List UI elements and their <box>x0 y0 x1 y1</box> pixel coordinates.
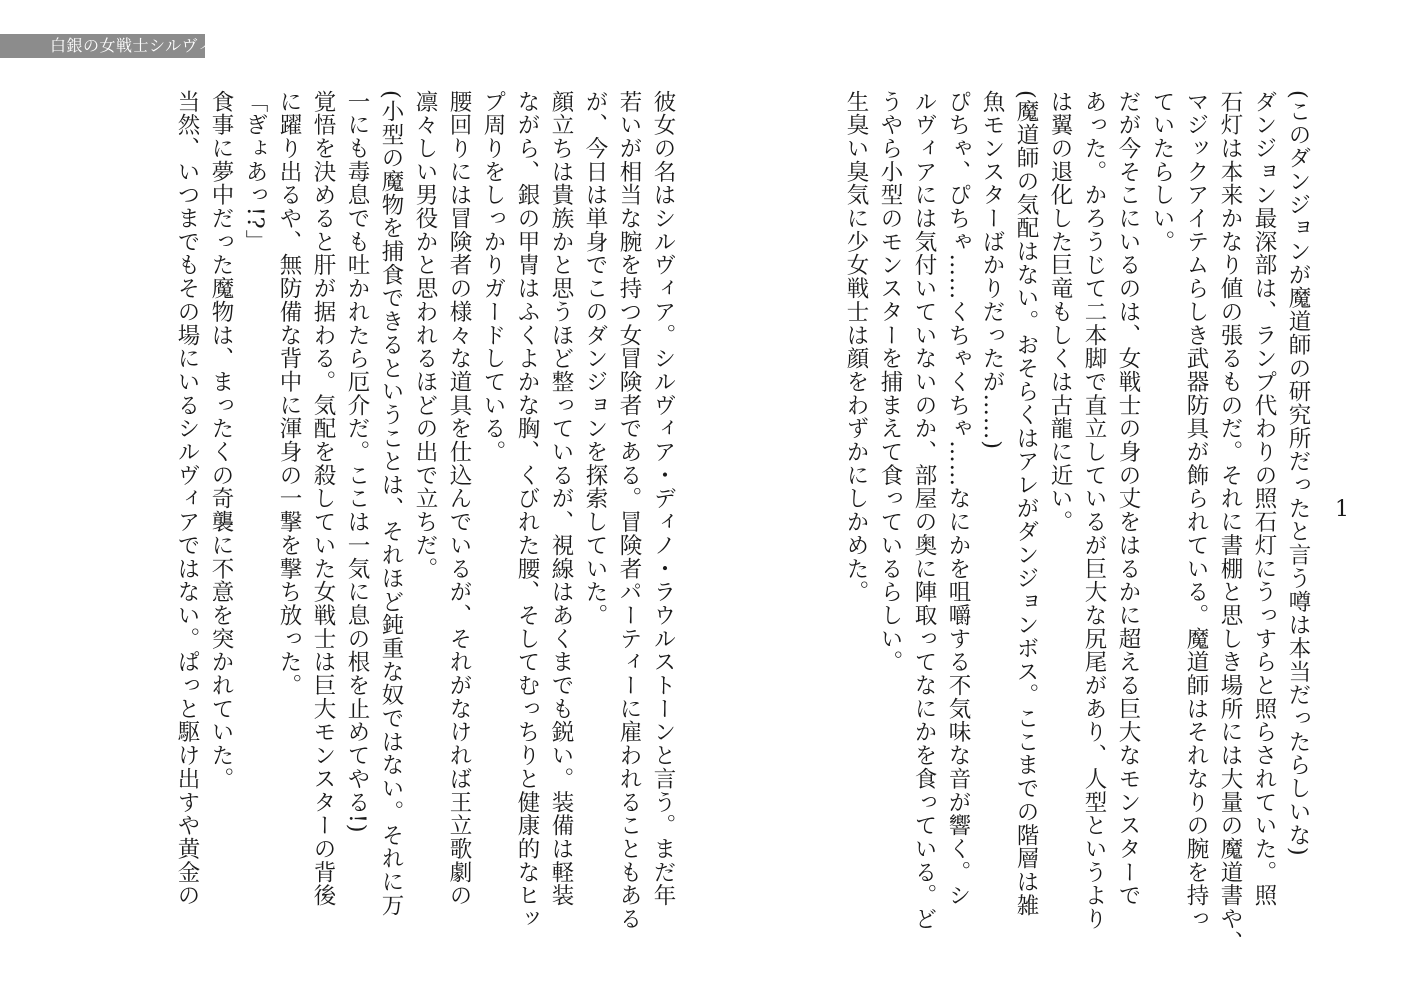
text-column: が、今日は単身でこのダンジョンを探索していた。 <box>582 90 608 628</box>
left-page-text <box>40 90 680 970</box>
text-column: ていたらしい。 <box>1149 90 1175 254</box>
text-column: 食事に夢中だった魔物は、まったくの奇襲に不意を突かれていた。 <box>208 90 234 791</box>
text-column: 若いが相当な腕を持つ女冒険者である。冒険者パーティーに雇われることもある <box>616 90 642 931</box>
text-column: 当然、いつまでもその場にいるシルヴィアではない。ぱっと駆け出すや黄金の <box>174 90 200 908</box>
text-column: (このダンジョンが魔道師の研究所だったと言う噂は本当だったらしいな) <box>1285 90 1311 857</box>
text-column: (魔道師の気配はない。おそらくはアレがダンジョンボス。ここまでの階層は雑 <box>1013 90 1039 917</box>
text-column: 顔立ちは貴族かと思うほど整っているが、視線はあくまでも鋭い。装備は軽装 <box>548 90 574 908</box>
right-page-text <box>755 90 1315 970</box>
text-column: 彼女の名はシルヴィア。シルヴィア・ディノ・ラウルストーンと言う。まだ年 <box>650 90 676 908</box>
page-number: 1 <box>1335 497 1349 522</box>
text-column: だが今そこにいるのは、女戦士の身の丈をはるかに超える巨大なモンスターで <box>1115 90 1141 908</box>
text-column: 「ぎょあっ!?」 <box>242 90 268 253</box>
text-column: 魚モンスターばかりだったが……) <box>979 90 1005 450</box>
text-column: あった。かろうじて二本脚で直立しているが巨大な尻尾があり、人型というより <box>1081 90 1107 931</box>
text-column: 腰回りには冒険者の様々な道具を仕込んでいるが、それがなければ王立歌劇の <box>446 90 472 908</box>
text-column: ぴちゃ、ぴちゃ……くちゃくちゃ……なにかを咀嚼する不気味な音が響く。シ <box>945 90 971 908</box>
text-column: に躍り出るや、無防備な背中に渾身の一撃を撃ち放った。 <box>276 90 302 698</box>
text-column: 凛々しい男役かと思われるほどの出で立ちだ。 <box>412 90 438 581</box>
running-header-title: 白銀の女戦士シルヴィア <box>50 36 231 55</box>
text-column: マジックアイテムらしき武器防具が飾られている。魔道師はそれなりの腕を持っ <box>1183 90 1209 931</box>
running-header-bar <box>0 34 231 58</box>
text-column: (小型の魔物を捕食できるということは、それほど鈍重な奴ではない。それに万 <box>378 90 404 917</box>
text-column: 覚悟を決めると肝が据わる。気配を殺していた女戦士は巨大モンスターの背後 <box>310 90 336 908</box>
text-column: プ周りをしっかりガードしている。 <box>480 90 506 464</box>
text-column: ルヴィアには気付いていないのか、部屋の奥に陣取ってなにかを食っている。ど <box>911 90 937 931</box>
text-column: ダンジョン最深部は、ランプ代わりの照石灯にうっすらと照らされていた。照 <box>1251 90 1277 908</box>
text-column: 石灯は本来かなり値の張るものだ。それに書棚と思しき場所には大量の魔道書や、 <box>1217 90 1243 954</box>
text-column: うやら小型のモンスターを捕まえて食っているらしい。 <box>877 90 903 674</box>
text-column: ながら、銀の甲冑はふくよかな胸、くびれた腰、そしてむっちりと健康的なヒッ <box>514 90 540 931</box>
text-column: 一にも毒息でも吐かれたら厄介だ。ここは一気に息の根を止めてやる!) <box>344 90 370 834</box>
text-column: 生臭い臭気に少女戦士は顔をわずかにしかめた。 <box>843 90 869 604</box>
text-column: は翼の退化した巨竜もしくは古龍に近い。 <box>1047 90 1073 534</box>
